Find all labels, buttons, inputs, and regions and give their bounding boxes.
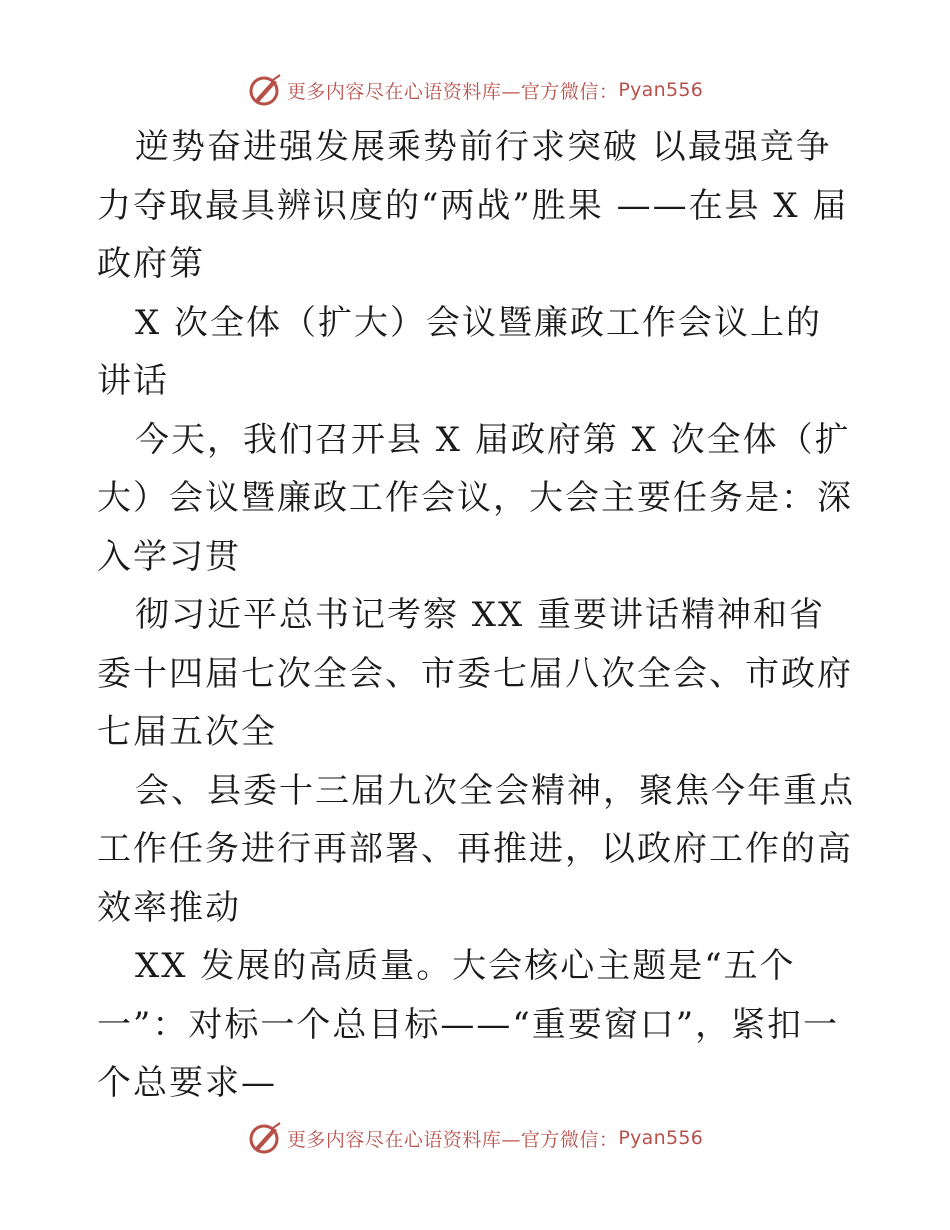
quill-pen-logo-icon [247, 1120, 283, 1156]
paragraph-deploy: 会、县委十三届九次全会精神，聚焦今年重点工作任务进行再部署、再推进，以政府工作的高效率推动 [97, 770, 855, 928]
banner-wechat-label: 官方微信： [520, 1128, 619, 1151]
banner-wechat-label: 官方微信： [520, 80, 619, 103]
paragraph-theme: XX 发展的高质量。大会核心主题是“五个一”：对标一个总目标——“重要窗口”，紧扣一个总要求— [97, 946, 840, 1103]
footer-watermark-banner [0, 1118, 950, 1158]
banner-wechat-id: Pyan556 [618, 79, 704, 101]
paragraph-study: 彻习近平总书记考察 XX 重要讲话精神和省委十四届七次全会、市委七届八次全会、市政府七届五次全 [97, 595, 853, 752]
banner-text: 更多内容尽在心语资料库— [286, 1128, 521, 1151]
header-watermark-banner [0, 70, 950, 110]
document-body [97, 118, 857, 1113]
paragraph-title: 逆势奋进强发展乘势前行求突破 以最强竞争力夺取最具辨识度的“两战”胜果 ——在县 X 届政府第 [97, 127, 849, 284]
paragraph-subtitle: X 次全体（扩大）会议暨廉政工作会议上的讲话 [97, 302, 823, 401]
banner-text: 更多内容尽在心语资料库— [286, 80, 521, 103]
banner-wechat-id: Pyan556 [618, 1127, 704, 1149]
quill-pen-logo-icon [247, 72, 283, 108]
paragraph-opening: 今天，我们召开县 X 届政府第 X 次全体（扩大）会议暨廉政工作会议，大会主要任务是：深入学习贯 [97, 419, 853, 577]
